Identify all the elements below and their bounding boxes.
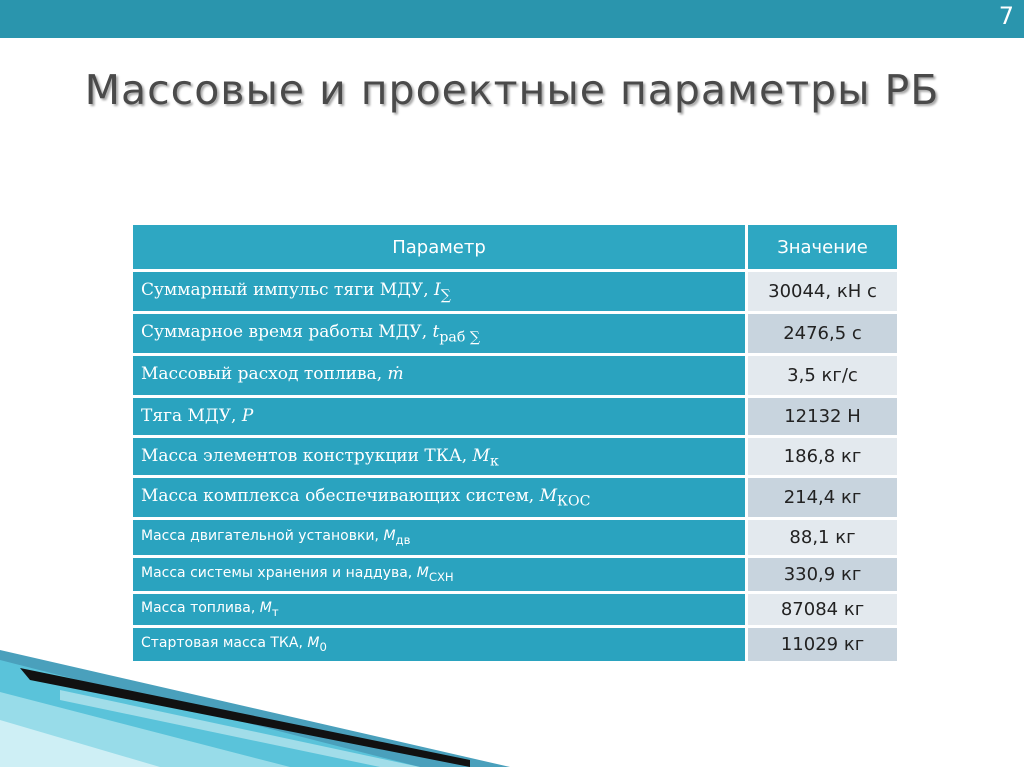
value-cell: 186,8 кг	[747, 437, 899, 477]
table-row	[132, 355, 899, 397]
param-cell: Стартовая масса ТКА, $M_0$	[132, 627, 747, 663]
param-cell: Тяга МДУ, P	[132, 397, 747, 437]
param-cell: Масса системы хранения и наддува, $M_{СХН}$	[132, 557, 747, 593]
table-row	[132, 397, 899, 437]
value-cell: 30044, кН с	[747, 271, 899, 313]
value-cell: 88,1 кг	[747, 519, 899, 557]
header-parameter: Параметр	[132, 224, 747, 271]
table-header-row	[132, 224, 899, 271]
param-cell: Масса комплекса обеспечивающих систем, $M_{КОС}$	[132, 477, 747, 519]
value-cell: 2476,5 с	[747, 313, 899, 355]
param-cell: Массовый расход топлива, ṁ	[132, 355, 747, 397]
table-row	[132, 437, 899, 477]
slide-title: Массовые и проектные параметры РБ	[84, 66, 940, 114]
value-cell: 87084 кг	[747, 593, 899, 627]
table-row	[132, 557, 899, 593]
value-cell: 11029 кг	[747, 627, 899, 663]
table-row	[132, 271, 899, 313]
header-value: Значение	[747, 224, 899, 271]
table-row	[132, 313, 899, 355]
decorative-swoosh	[0, 640, 1024, 767]
parameters-table	[130, 222, 900, 664]
param-cell: Масса элементов конструкции ТКА, $M_к$	[132, 437, 747, 477]
top-accent-bar	[0, 0, 1024, 38]
param-cell: Масса двигательной установки, $M_{дв}$	[132, 519, 747, 557]
param-cell: Масса топлива, $M_т$	[132, 593, 747, 627]
param-cell: Суммарный импульс тяги МДУ, $I_\sum$	[132, 271, 747, 313]
value-cell: 12132 Н	[747, 397, 899, 437]
slide-number: 7	[998, 2, 1014, 30]
value-cell: 3,5 кг/с	[747, 355, 899, 397]
value-cell: 330,9 кг	[747, 557, 899, 593]
table-row	[132, 519, 899, 557]
table-row	[132, 477, 899, 519]
table-row	[132, 593, 899, 627]
value-cell: 214,4 кг	[747, 477, 899, 519]
param-cell: Суммарное время работы МДУ, $t_{раб \sum}$	[132, 313, 747, 355]
